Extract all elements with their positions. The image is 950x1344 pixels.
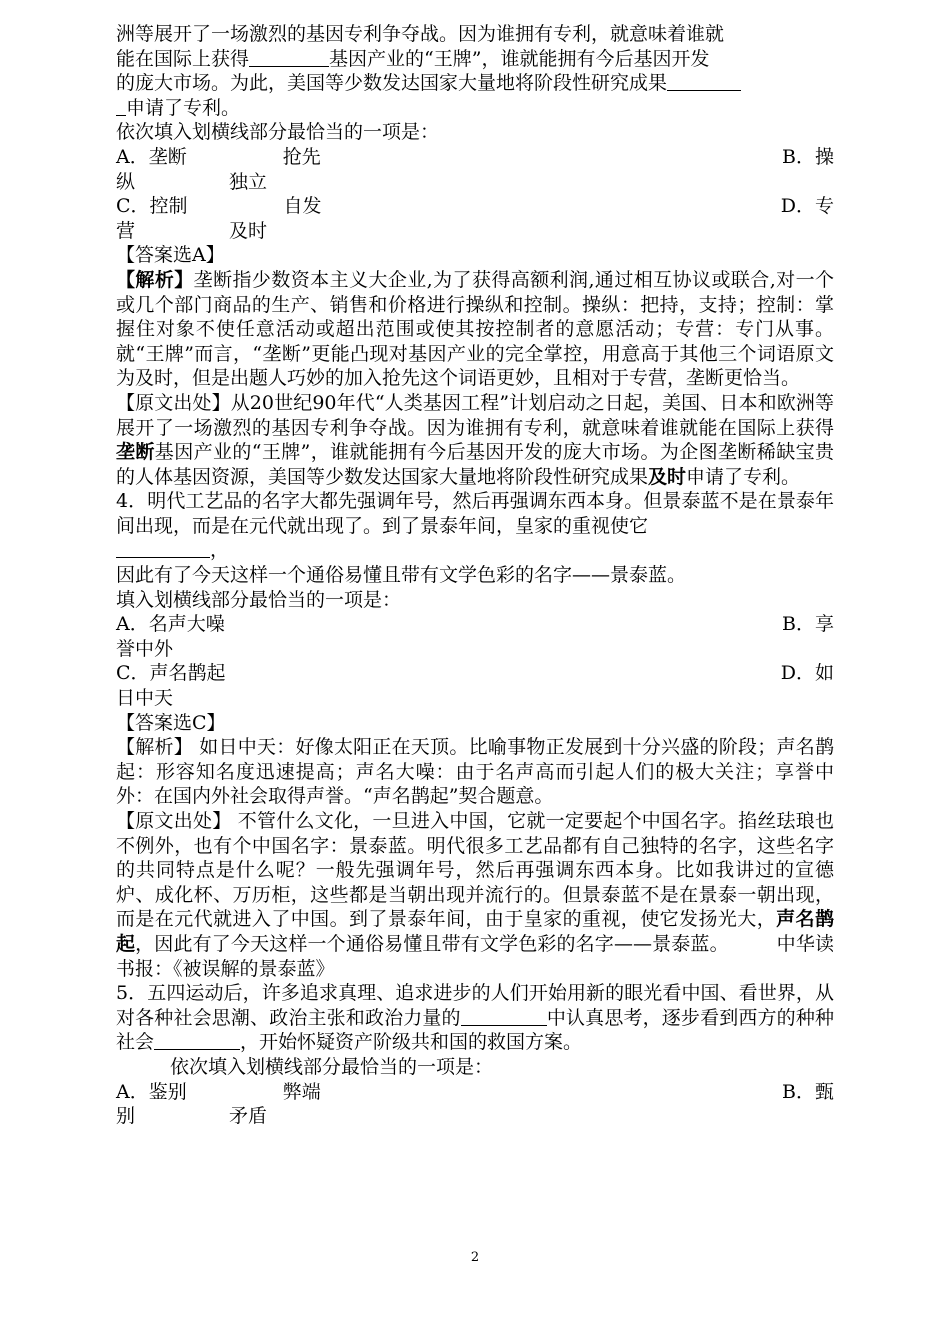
q3-option-d-head: D．专 bbox=[780, 195, 834, 218]
q3-answer: 【答案选A】 bbox=[116, 244, 225, 267]
q5-option-b-tail: 别 矛盾 bbox=[116, 1105, 268, 1128]
fill-blank bbox=[116, 539, 210, 558]
q3-option-d-tail: 营 及时 bbox=[116, 219, 268, 242]
fill-blank bbox=[154, 1031, 240, 1050]
q3-options-row-2 bbox=[116, 194, 834, 219]
q4-stem: 4．明代工艺品的名字大都先强调年号，然后再强调东西本身。但景泰蓝不是在景泰年间出现，而是在元代就出现了。到了景泰年间，皇家的重视使它 ， bbox=[116, 490, 834, 562]
q4-options-row-2 bbox=[116, 661, 834, 686]
document-page bbox=[116, 22, 834, 1129]
q5-prompt: 依次填入划横线部分最恰当的一项是： bbox=[170, 1055, 494, 1078]
q3-prompt: 依次填入划横线部分最恰当的一项是： bbox=[116, 121, 440, 144]
q3-stem-line-1: 洲等展开了一场激烈的基因专利争夺战。因为谁拥有专利，就意味着谁就 bbox=[116, 23, 725, 45]
q4-prompt: 填入划横线部分最恰当的一项是： bbox=[116, 588, 402, 611]
q4-stem-tail: 因此有了今天这样一个通俗易懂且带有文学色彩的名字——景泰蓝。 bbox=[116, 564, 687, 587]
q4-option-d-head: D．如 bbox=[780, 662, 834, 685]
page-number: 2 bbox=[470, 1250, 480, 1265]
fill-blank bbox=[667, 72, 741, 91]
q3-options-row-1 bbox=[116, 145, 834, 170]
q4-option-d-tail: 日中天 bbox=[116, 687, 174, 710]
q4-option-c: C．声名鹊起 bbox=[116, 662, 226, 685]
q3-analysis: 【解析】垄断指少数资本主义大企业,为了获得高额利润,通过相互协议或联合,对一个或几个部门商品的生产、销售和价格进行操纵和控制。操纵：把持，支持；控制：掌握住对象不使任意活动或超出范围或使其按控制者的意愿活动；专营：专门从事。就“王牌”而言，“垄断”更能凸现对基因产业的完全掌控，用意高于其他三个词语原文为及时，但是出题人巧妙的加入抢先这个词语更妙，且相对于专营，垄断更恰当。 bbox=[116, 268, 834, 390]
q4-source: 【原文出处】 不管什么文化，一旦进入中国，它就一定要起个中国名字。掐丝珐琅也不例外，也有个中国名字：景泰蓝。明代很多工艺品都有自己独特的名字，这些名字的共同特点是什么呢？一般先强调年号，然后再强调东西本身。比如我讲过的宣德炉、成化杯、万历柜，这些都是当朝出现并流行的。但景泰蓝不是在景泰一朝出现，而是在元代就进入了中国。到了景泰年间，由于皇家的重视，使它发扬光大，声名鹊起，因此有了今天这样一个通俗易懂且带有文学色彩的名字——景泰蓝。 中华读书报：《被误解的景泰蓝》 bbox=[116, 810, 834, 980]
q3-option-a: A．垄断 抢先 bbox=[116, 145, 321, 168]
fill-blank bbox=[116, 97, 126, 116]
q5-option-b-head: B．甄 bbox=[782, 1080, 834, 1103]
q3-stem-line-2: 能在国际上获得 基因产业的“王牌”，谁就能拥有今后基因开发 bbox=[116, 47, 710, 70]
fill-blank bbox=[461, 1007, 547, 1026]
fill-blank bbox=[249, 48, 329, 67]
q3-stem-line-4: 申请了专利。 bbox=[116, 96, 834, 121]
q4-answer: 【答案选C】 bbox=[116, 711, 226, 734]
q5-option-a: A．鉴别 弊端 bbox=[116, 1080, 321, 1103]
q3-option-c: C．控制 自发 bbox=[116, 195, 322, 218]
q4-analysis: 【解析】 如日中天：好像太阳正在天顶。比喻事物正发展到十分兴盛的阶段；声名鹊起：形容知名度迅速提高；声名大噪：由于名声高而引起人们的极大关注；享誉中外：在国内外社会取得声誉。“声名鹊起”契合题意。 bbox=[116, 736, 834, 808]
q5-options-row-1 bbox=[116, 1080, 834, 1105]
q3-option-b-head: B．操 bbox=[782, 145, 834, 168]
q3-stem-line-3: 的庞大市场。为此，美国等少数发达国家大量地将阶段性研究成果 bbox=[116, 71, 834, 96]
q4-option-b-head: B．享 bbox=[782, 613, 834, 636]
q4-option-b-tail: 誉中外 bbox=[116, 637, 174, 660]
q3-option-b-tail: 纵 独立 bbox=[116, 170, 268, 193]
q4-option-a: A．名声大噪 bbox=[116, 613, 225, 636]
q5-stem: 5．五四运动后，许多追求真理、追求进步的人们开始用新的眼光看中国、看世界，从对各种社会思潮、政治主张和政治力量的 中认真思考，逐步看到西方的种种社会 ，开始怀疑资产阶级共和国的救国方案。 bbox=[116, 982, 834, 1054]
q4-options-row-1 bbox=[116, 612, 834, 637]
q3-source: 【原文出处】从20世纪90年代“人类基因工程”计划启动之日起，美国、日本和欧洲等展开了一场激烈的基因专利争夺战。因为谁拥有专利，就意味着谁就能在国际上获得垄断基因产业的“王牌”，谁就能拥有今后基因开发的庞大市场。为企图垄断稀缺宝贵的人体基因资源，美国等少数发达国家大量地将阶段性研究成果及时申请了专利。 bbox=[116, 391, 834, 488]
